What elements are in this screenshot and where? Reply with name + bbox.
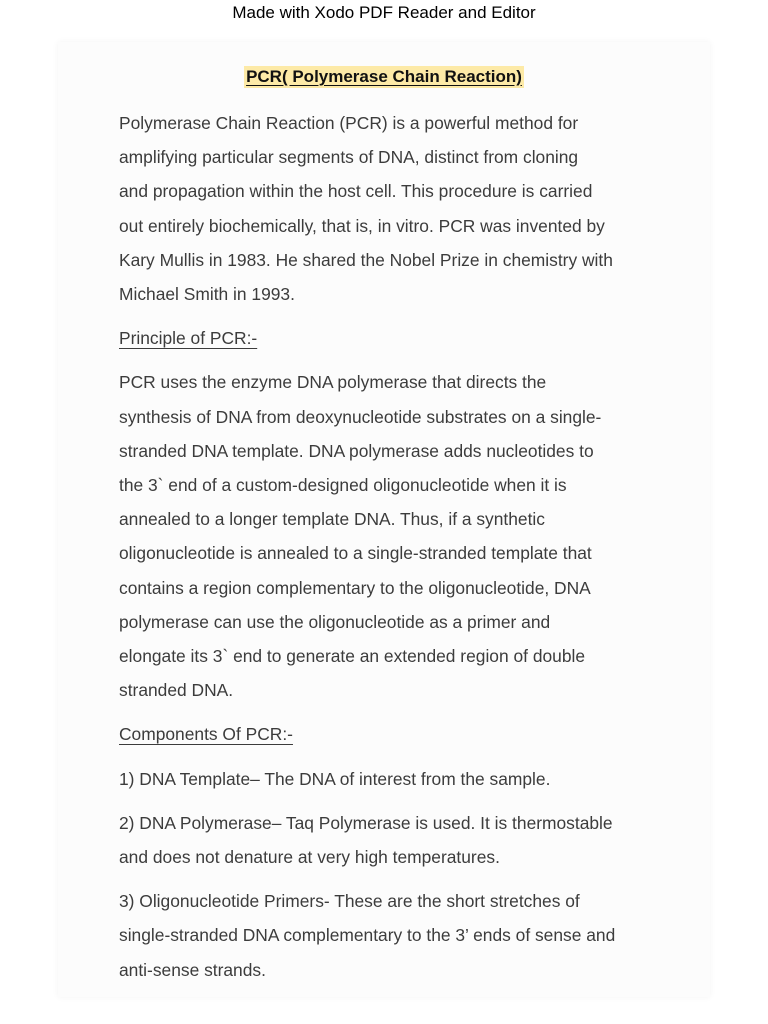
text-line: 3) Oligonucleotide Primers- These are the short stretches of: [119, 891, 580, 912]
text-line: PCR uses the enzyme DNA polymerase that directs the: [119, 372, 547, 393]
text-line: Michael Smith in 1993.: [119, 284, 295, 305]
components-heading: Components Of PCR:-: [119, 724, 293, 745]
text-line: and propagation within the host cell. This procedure is carried: [119, 181, 593, 202]
text-line: oligonucleotide is annealed to a single-stranded template that: [119, 543, 592, 564]
text-line: polymerase can use the oligonucleotide as a primer and: [119, 611, 551, 632]
component-item-dna-template: [119, 762, 659, 796]
text-line: 1) DNA Template– The DNA of interest from the sample.: [119, 768, 551, 789]
text-line: single-stranded DNA complementary to the 3’ ends of sense and: [119, 925, 616, 946]
text-line: annealed to a longer template DNA. Thus, if a synthetic: [119, 509, 545, 530]
text-line: stranded DNA template. DNA polymerase adds nucleotides to: [119, 440, 594, 461]
principle-paragraph: [119, 365, 659, 707]
principle-heading: Principle of PCR:-: [119, 328, 258, 349]
text-line: elongate its 3` end to generate an extended region of double: [119, 646, 586, 667]
text-line: out entirely biochemically, that is, in vitro. PCR was invented by: [119, 215, 605, 236]
text-line: anti-sense strands.: [119, 959, 266, 980]
text-line: contains a region complementary to the oligonucleotide, DNA: [119, 577, 591, 598]
document-body: [119, 106, 659, 997]
component-item-primers: [119, 884, 659, 987]
intro-paragraph: [119, 106, 659, 311]
text-line: 2) DNA Polymerase– Taq Polymerase is used. It is thermostable: [119, 812, 613, 833]
document-page: [58, 42, 710, 997]
text-line: the 3` end of a custom-designed oligonucleotide when it is: [119, 475, 567, 496]
text-line: Kary Mullis in 1983. He shared the Nobel Prize in chemistry with: [119, 249, 613, 270]
text-line: amplifying particular segments of DNA, distinct from cloning: [119, 147, 579, 168]
text-line: and does not denature at very high temperatures.: [119, 847, 500, 868]
text-line: synthesis of DNA from deoxynucleotide substrates on a single-: [119, 406, 602, 427]
xodo-watermark: Made with Xodo PDF Reader and Editor: [232, 3, 536, 22]
component-item-dna-polymerase: [119, 806, 659, 874]
text-line: stranded DNA.: [119, 680, 234, 701]
title-container: [58, 66, 710, 88]
document-title: PCR( Polymerase Chain Reaction): [246, 67, 522, 86]
text-line: Polymerase Chain Reaction (PCR) is a powerful method for: [119, 113, 579, 133]
